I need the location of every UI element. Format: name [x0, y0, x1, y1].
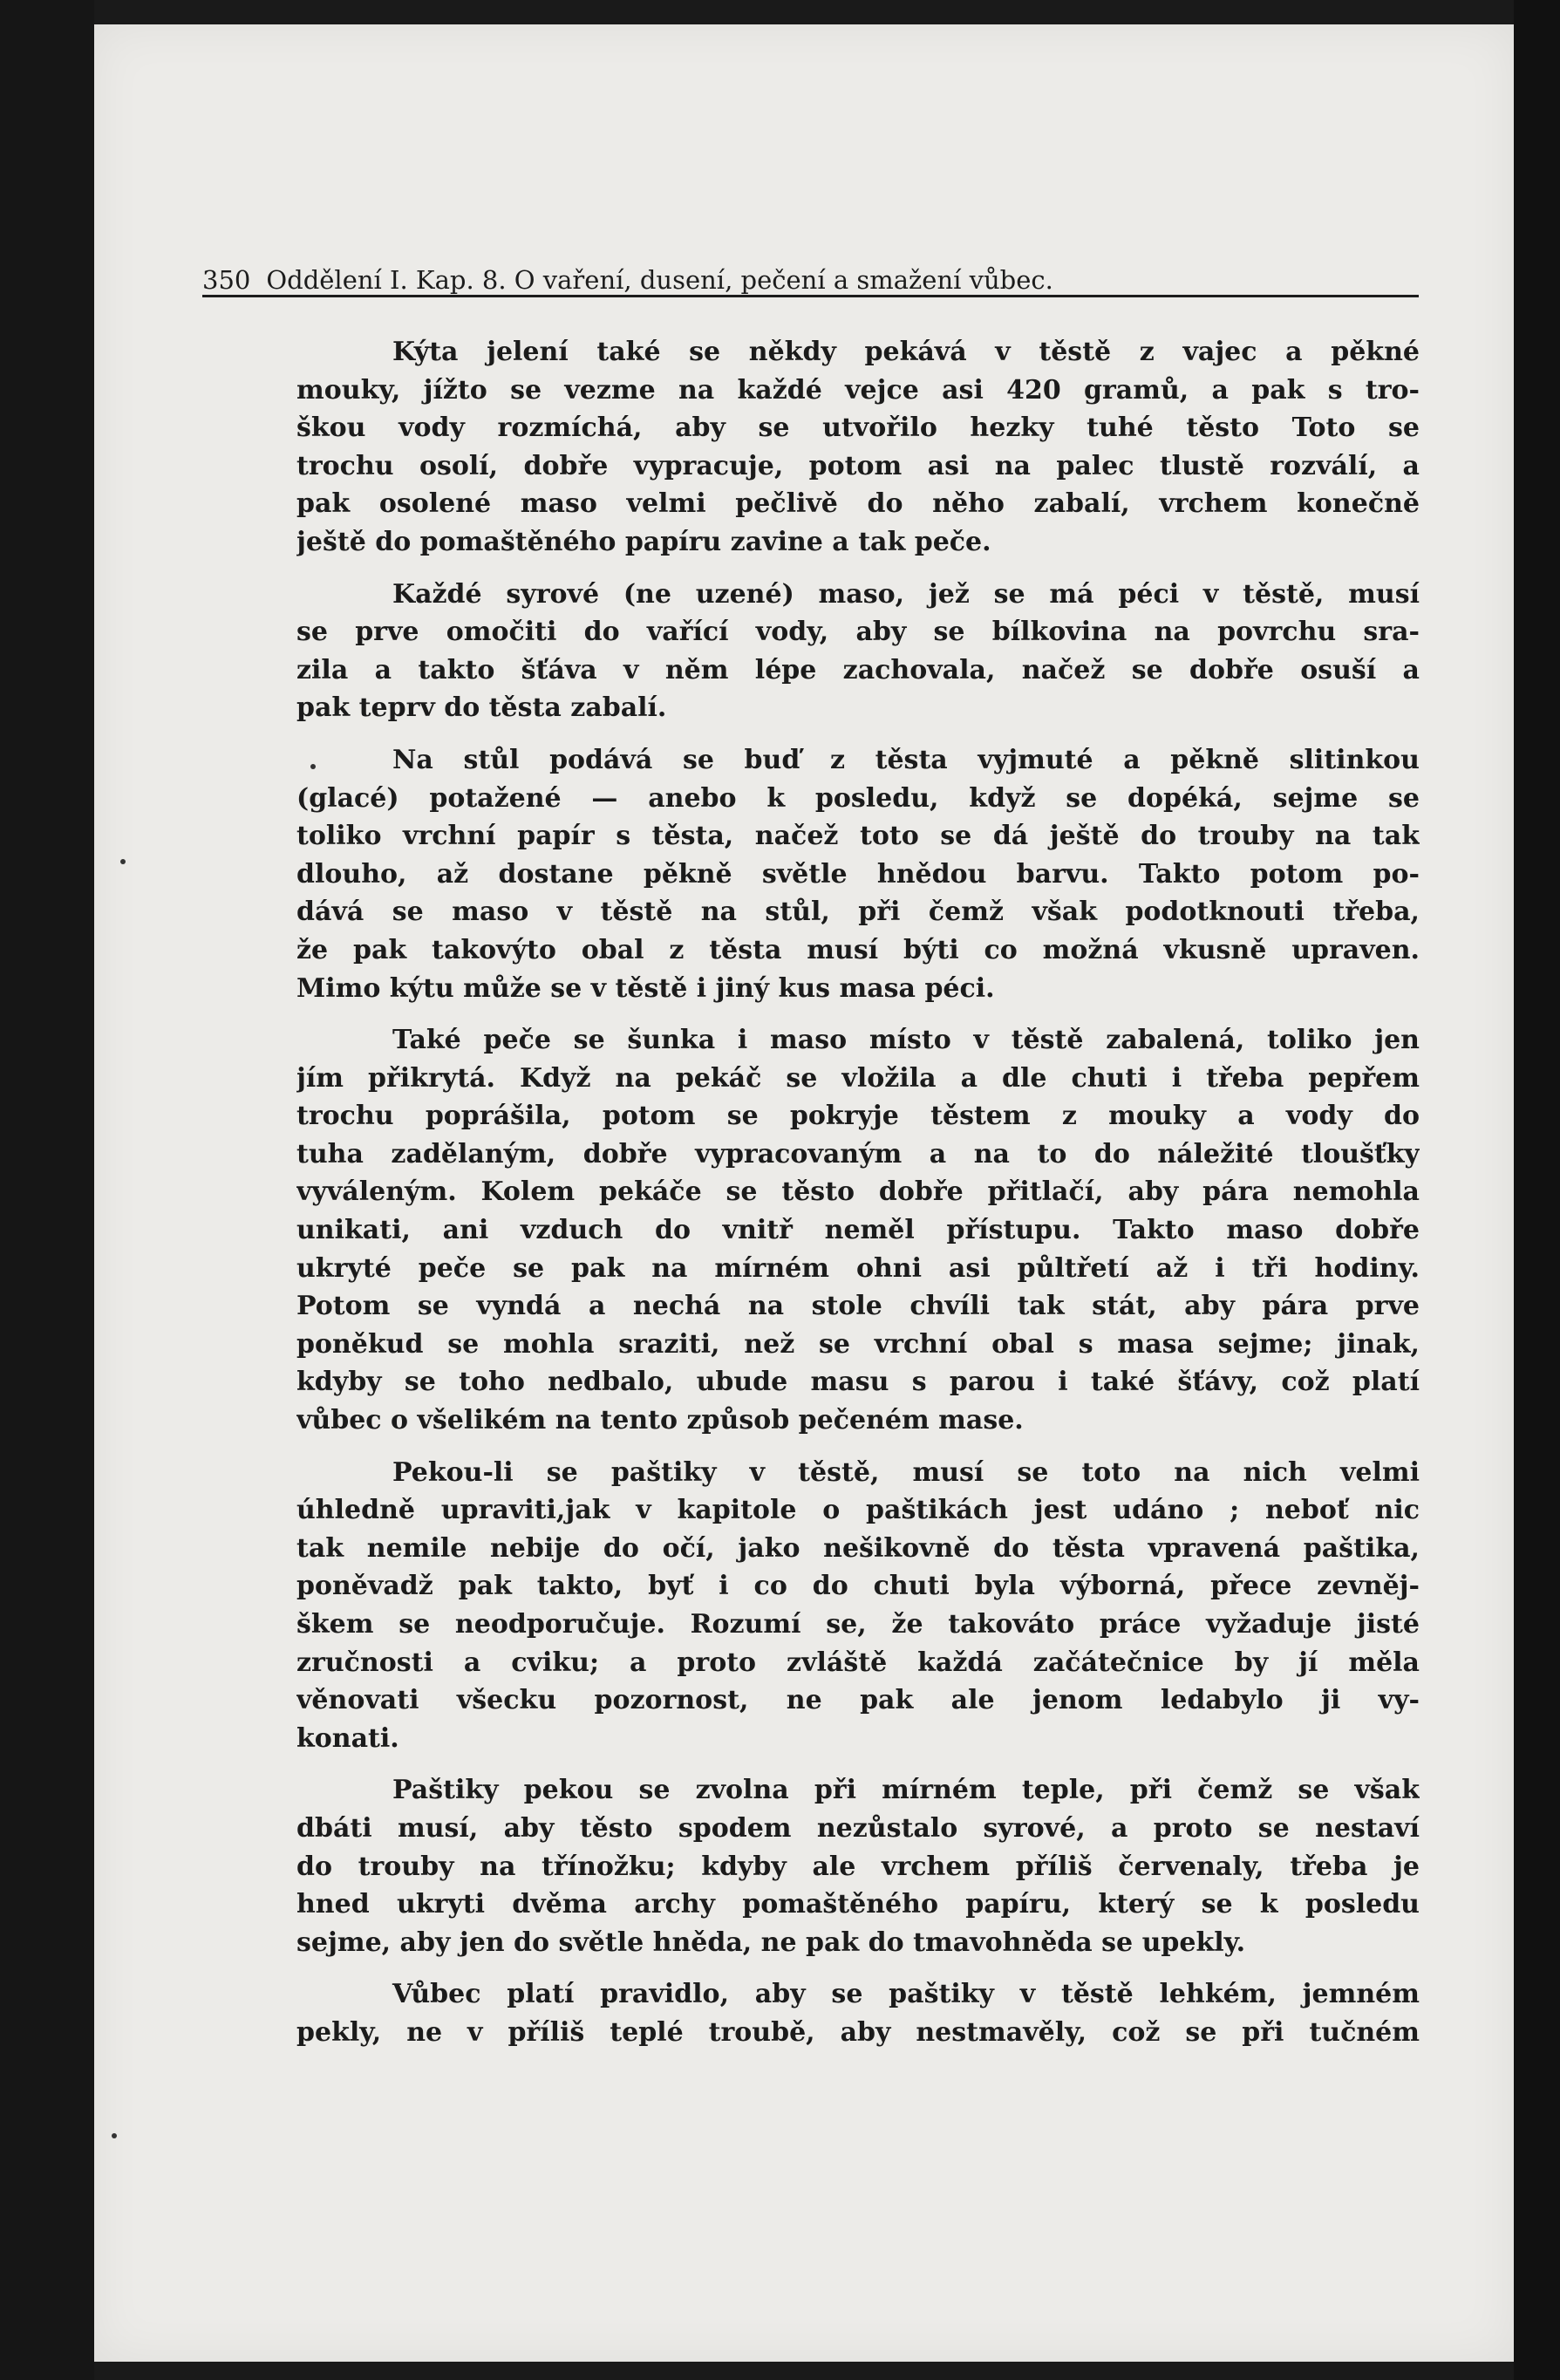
page-number: 350 [202, 265, 251, 295]
text-line: dlouho, až dostane pěkně světle hnědou barvu. Takto potom po- [296, 858, 1420, 890]
paragraph [296, 1975, 1420, 2051]
text-line: Také peče se šunka i maso místo v těstě zabalená, toliko jen [392, 1025, 1420, 1056]
text-line: kdyby se toho nedbalo, ubude masu s parou i také šťávy, což platí [296, 1367, 1420, 1398]
text-line: ukryté peče se pak na mírném ohni asi půltřetí až i tři hodiny. [296, 1252, 1420, 1284]
text-line: dbáti musí, aby těsto spodem nezůstalo syrové, a proto se nestaví [296, 1812, 1420, 1844]
paragraph [296, 741, 1420, 1007]
body-text [296, 333, 1420, 2066]
text-line: konati. [296, 1722, 399, 1754]
text-line: Na stůl podává se buď z těsta vyjmuté a pěkně slitinkou [392, 744, 1420, 775]
text-line: vyváleným. Kolem pekáče se těsto dobře přitlačí, aby pára nemohla [296, 1176, 1420, 1208]
text-line: trochu osolí, dobře vypracuje, potom asi na palec tlustě rozválí, a [296, 450, 1420, 481]
text-line: sejme, aby jen do světle hněda, ne pak do tmavohněda se upekly. [296, 1927, 1246, 1958]
paragraph [296, 1454, 1420, 1758]
running-title: Oddělení I. Kap. 8. O vaření, dusení, pečení a smažení vůbec. [266, 265, 1053, 295]
text-line: Mimo kýtu může se v těstě i jiný kus masa péci. [296, 972, 995, 1004]
paragraph [296, 333, 1420, 562]
text-line: trochu poprášila, potom se pokryje těstem z mouky a vody do [296, 1101, 1420, 1132]
text-line: poněvadž pak takto, byť i co do chuti byla výborná, přece zevněj- [296, 1571, 1420, 1602]
text-line: unikati, ani vzduch do vnitř neměl přístupu. Takto maso dobře [296, 1215, 1420, 1246]
text-line: Vůbec platí pravidlo, aby se paštiky v těstě lehkém, jemném [392, 1979, 1420, 2010]
text-line: věnovati všecku pozornost, ne pak ale jenom ledabylo ji vy- [296, 1685, 1420, 1716]
text-line: Kýta jelení také se někdy pekává v těstě z vajec a pěkné [392, 337, 1420, 367]
text-line: (glacé) potažené — anebo k posledu, když se dopéká, sejme se [296, 782, 1420, 814]
scan-right-edge [1514, 0, 1560, 2380]
stray-mark [120, 859, 126, 864]
text-line: pekly, ne v příliš teplé troubě, aby nestmavěly, což se při tučném [296, 2016, 1420, 2048]
text-line: škou vody rozmíchá, aby se utvořilo hezky tuhé těsto Toto se [296, 413, 1420, 444]
text-line: pak teprv do těsta zabalí. [296, 692, 667, 724]
text-line: vůbec o všelikém na tento způsob pečeném mase. [296, 1405, 1024, 1436]
text-line: ještě do pomaštěného papíru zavine a tak peče. [296, 526, 991, 557]
text-line: mouky, jížto se vezme na každé vejce asi 420 gramů, a pak s tro- [296, 374, 1420, 406]
stray-mark [310, 764, 316, 769]
text-line: hned ukryti dvěma archy pomaštěného papíru, který se k posledu [296, 1889, 1420, 1920]
text-line: Každé syrové (ne uzené) maso, jež se má péci v těstě, musí [392, 578, 1420, 610]
text-line: poněkud se mohla sraziti, než se vrchní obal s masa sejme; jinak, [296, 1328, 1420, 1360]
running-header [202, 251, 1419, 297]
text-line: Potom se vyndá a nechá na stole chvíli tak stát, aby pára prve [296, 1291, 1420, 1322]
text-line: tuha zadělaným, dobře vypracovaným a na to do náležité tloušťky [296, 1138, 1420, 1170]
text-line: zila a takto šťáva v něm lépe zachovala, načež se dobře osuší a [296, 654, 1420, 685]
text-line: Pekou-li se paštiky v těstě, musí se toto na nich velmi [392, 1456, 1420, 1488]
text-line: Paštiky pekou se zvolna při mírném teple, při čemž se však [392, 1775, 1420, 1806]
text-line: zručnosti a cviku; a proto zvláště každá začátečnice by jí měla [296, 1647, 1420, 1678]
text-line: pak osolené maso velmi pečlivě do něho zabalí, vrchem konečně [296, 488, 1420, 520]
text-line: dává se maso v těstě na stůl, při čemž však podotknouti třeba, [296, 897, 1420, 928]
scan-left-edge [0, 0, 94, 2380]
text-line: že pak takovýto obal z těsta musí býti co možná vkusně upraven. [296, 934, 1420, 965]
text-line: škem se neodporučuje. Rozumí se, že takováto práce vyžaduje jisté [296, 1609, 1420, 1640]
text-line: toliko vrchní papír s těsta, načež toto se dá ještě do trouby na tak [296, 821, 1420, 852]
paragraph [296, 1771, 1420, 1961]
text-line: se prve omočiti do vařící vody, aby se bílkovina na povrchu sra- [296, 617, 1420, 648]
text-line: jím přikrytá. Když na pekáč se vložila a dle chuti i třeba pepřem [296, 1062, 1420, 1094]
paragraph [296, 1021, 1420, 1440]
text-line: tak nemile nebije do očí, jako nešikovně do těsta vpravená paštika, [296, 1532, 1420, 1564]
paragraph [296, 576, 1420, 727]
text-line: úhledně upraviti,jak v kapitole o paštikách jest udáno ; neboť nic [296, 1495, 1420, 1526]
text-line: do trouby na třínožku; kdyby ale vrchem příliš červenaly, třeba je [296, 1851, 1420, 1882]
stray-mark [112, 2133, 117, 2138]
